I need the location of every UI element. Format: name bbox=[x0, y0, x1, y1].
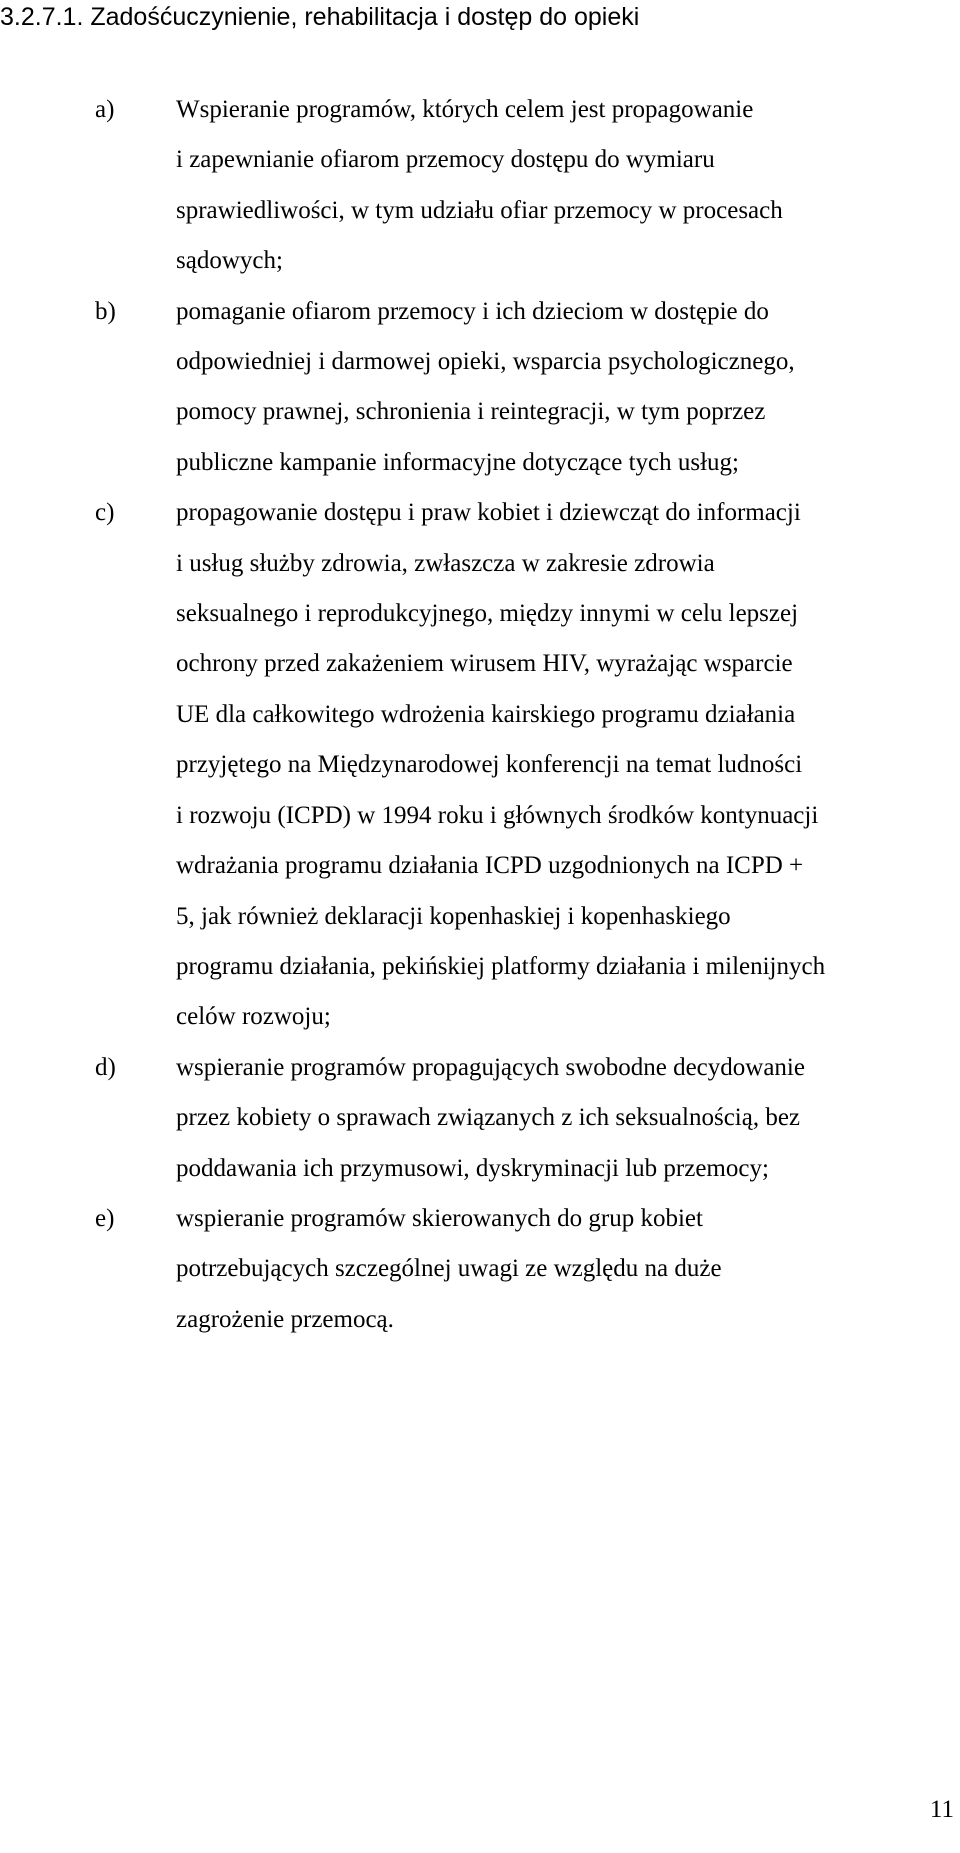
text-line: poddawania ich przymusowi, dyskryminacji lub przemocy; bbox=[176, 1154, 769, 1182]
text-line: wdrażania programu działania ICPD uzgodnionych na ICPD + bbox=[176, 852, 804, 880]
text-line: przyjętego na Międzynarodowej konferencji na temat ludności bbox=[176, 751, 803, 779]
text-line: celów rozwoju; bbox=[176, 1003, 331, 1031]
text-line: sprawiedliwości, w tym udziału ofiar przemocy w procesach bbox=[176, 196, 783, 224]
text-line: propagowanie dostępu i praw kobiet i dziewcząt do informacji bbox=[176, 499, 801, 527]
section-heading: 3.2.7.1. Zadośćuczynienie, rehabilitacja i dostęp do opieki bbox=[0, 3, 640, 31]
list-item-text bbox=[176, 488, 960, 1042]
list-item-marker: a) bbox=[95, 96, 115, 123]
list-item-marker: c) bbox=[95, 499, 115, 527]
text-line: potrzebujących szczególnej uwagi ze względu na duże bbox=[176, 1255, 722, 1283]
text-line: UE dla całkowitego wdrożenia kairskiego programu działania bbox=[176, 700, 796, 728]
list-item-text bbox=[176, 85, 960, 287]
text-line: przez kobiety o sprawach związanych z ich seksualnością, bez bbox=[176, 1104, 801, 1132]
list-item bbox=[0, 1194, 960, 1345]
text-line: wspieranie programów skierowanych do grup kobiet bbox=[176, 1204, 703, 1232]
text-line: Wspieranie programów, których celem jest propagowanie bbox=[176, 96, 754, 123]
list-item bbox=[0, 85, 960, 287]
text-line: zagrożenie przemocą. bbox=[176, 1305, 394, 1333]
list-item bbox=[0, 488, 960, 1042]
text-line: i usług służby zdrowia, zwłaszcza w zakresie zdrowia bbox=[176, 549, 715, 577]
text-line: ochrony przed zakażeniem wirusem HIV, wyrażając wsparcie bbox=[176, 650, 793, 678]
text-line: pomaganie ofiarom przemocy i ich dzieciom w dostępie do bbox=[176, 297, 769, 325]
text-line: 5, jak również deklaracji kopenhaskiej i kopenhaskiego bbox=[176, 902, 731, 930]
text-line: odpowiedniej i darmowej opieki, wsparcia psychologicznego, bbox=[176, 348, 795, 376]
text-line: programu działania, pekińskiej platformy działania i milenijnych bbox=[176, 952, 826, 980]
text-line: wspieranie programów propagujących swobodne decydowanie bbox=[176, 1053, 805, 1081]
text-line: publiczne kampanie informacyjne dotyczące tych usług; bbox=[176, 448, 739, 476]
list-item-marker: e) bbox=[95, 1204, 115, 1232]
list-item bbox=[0, 287, 960, 489]
list-item bbox=[0, 1043, 960, 1194]
list-item-text bbox=[176, 1043, 960, 1194]
text-line: i zapewnianie ofiarom przemocy dostępu do wymiaru bbox=[176, 146, 715, 174]
list-item-marker: b) bbox=[95, 297, 116, 325]
text-line: pomocy prawnej, schronienia i reintegracji, w tym poprzez bbox=[176, 398, 766, 426]
text-line: i rozwoju (ICPD) w 1994 roku i głównych środków kontynuacji bbox=[176, 801, 819, 829]
list-item-marker: d) bbox=[95, 1053, 116, 1081]
list-item-text bbox=[176, 287, 960, 489]
list-item-text bbox=[176, 1194, 960, 1345]
text-line: sądowych; bbox=[176, 247, 283, 275]
item-list bbox=[0, 85, 960, 1345]
text-line: seksualnego i reprodukcyjnego, między innymi w celu lepszej bbox=[176, 600, 799, 628]
page-number: 11 bbox=[929, 1796, 954, 1823]
